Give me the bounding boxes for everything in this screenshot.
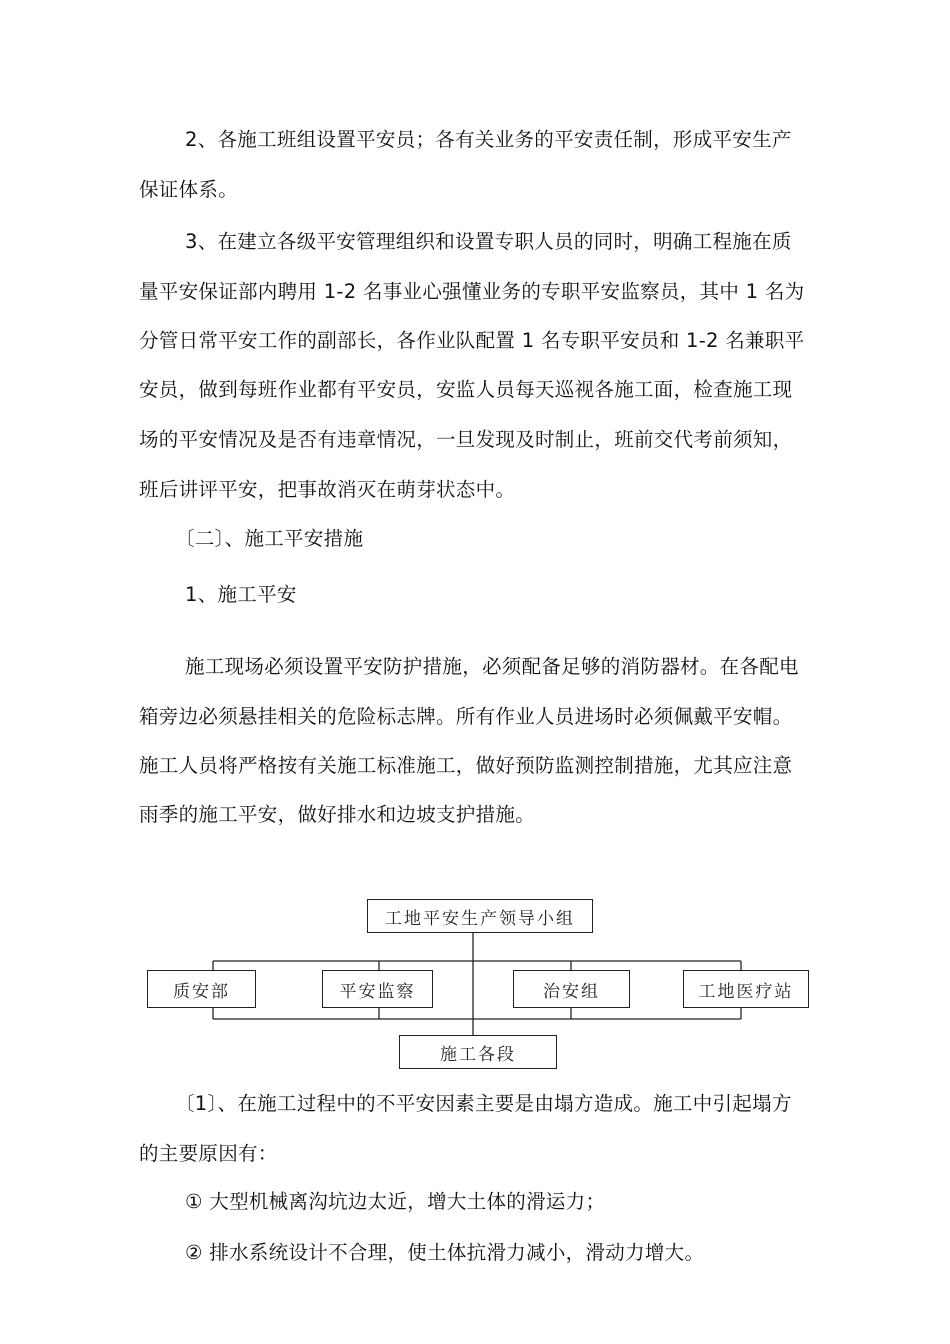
paragraph-line: 施工现场必须设置平安防护措施，必须配备足够的消防器材。在各配电: [185, 655, 799, 678]
paragraph-line: 量平安保证部内聘用 1-2 名事业心强懂业务的专职平安监察员，其中 1 名为: [139, 280, 805, 303]
paragraph-line: 箱旁边必须悬挂相关的危险标志牌。所有作业人员进场时必须佩戴平安帽。: [139, 705, 793, 728]
paragraph-line: 保证体系。: [139, 178, 239, 201]
list-item: ② 排水系统设计不合理，使土体抗滑力减小，滑动力增大。: [185, 1241, 705, 1264]
paragraph-line: 的主要原因有：: [139, 1142, 278, 1165]
subsection-heading: 1、施工平安: [185, 583, 297, 606]
paragraph-line: 班后讲评平安，把事故消灭在萌芽状态中。: [139, 478, 516, 501]
section-heading: 〔二〕、施工平安措施: [175, 527, 364, 550]
paragraph-line: 分管日常平安工作的副部长，各作业队配置 1 名专职平安员和 1-2 名兼职平: [139, 329, 805, 352]
org-box-safety-supervision: 平安监察: [322, 970, 433, 1008]
list-item: ① 大型机械离沟坑边太近，增大土体的滑运力；: [185, 1190, 606, 1213]
org-box-leadership: 工地平安生产领导小组: [367, 899, 593, 933]
paragraph-line: 施工人员将严格按有关施工标准施工，做好预防监测控制措施，尤其应注意: [139, 754, 793, 777]
org-box-construction-sections: 施工各段: [399, 1035, 557, 1069]
paragraph-line: 雨季的施工平安，做好排水和边坡支护措施。: [139, 803, 536, 826]
org-box-security-team: 治安组: [513, 970, 630, 1008]
paragraph-line: 3、在建立各级平安管理组织和设置专职人员的同时，明确工程施在质: [185, 230, 792, 253]
org-box-quality-safety: 质安部: [147, 970, 256, 1008]
paragraph-line: 场的平安情况及是否有违章情况，一旦发现及时制止，班前交代考前须知，: [139, 428, 793, 451]
paragraph-line: 〔1〕、在施工过程中的不平安因素主要是由塌方造成。施工中引起塌方: [175, 1092, 792, 1115]
org-box-medical-station: 工地医疗站: [683, 970, 809, 1008]
paragraph-line: 安员，做到每班作业都有平安员，安监人员每天巡视各施工面，检查施工现: [139, 378, 793, 401]
paragraph-line: 2、各施工班组设置平安员；各有关业务的平安责任制，形成平安生产: [185, 128, 792, 151]
